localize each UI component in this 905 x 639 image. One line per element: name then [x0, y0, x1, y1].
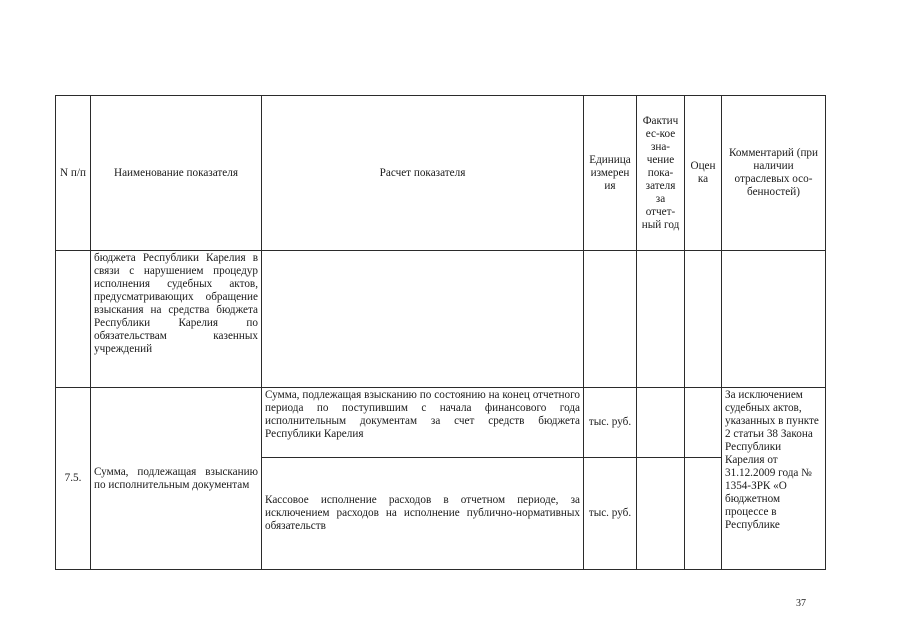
- cell-empty: [637, 251, 685, 388]
- table-row: [56, 251, 826, 388]
- header-num: N п/п: [56, 96, 91, 251]
- cell-empty: [56, 251, 91, 388]
- continued-name-cell: бюджета Республики Карелия в связи с нарушением процедур исполнения судебных актов, предусматривающих обращение взыскания на средства бюджета Республики Карелия по обязательствам казенных учреждений: [91, 251, 262, 388]
- row-75-unit-1: тыс. руб.: [584, 388, 637, 458]
- cell-empty: [685, 388, 722, 458]
- header-name: Наименование показателя: [91, 96, 262, 251]
- row-75-num: 7.5.: [56, 388, 91, 570]
- header-fact: Фактич ес-кое зна- чение пока- зателя за отчет- ный год: [637, 96, 685, 251]
- row-75-calc-2: Кассовое исполнение расходов в отчетном периоде, за исключением расходов на исполнение публично-нормативных обязательств: [262, 458, 584, 570]
- header-unit: Единица измерен ия: [584, 96, 637, 251]
- header-score: Оцен ка: [685, 96, 722, 251]
- row-75-comment: За исключением судебных актов, указанных в пункте 2 статьи 38 Закона Республики Карелия от 31.12.2009 года № 1354-ЗРК «О бюджетном процессе в Республике: [722, 388, 826, 570]
- table-header-row: [56, 96, 826, 251]
- cell-empty: [637, 388, 685, 458]
- cell-empty: [722, 251, 826, 388]
- row-75-calc-1: Сумма, подлежащая взысканию по состоянию на конец отчетного периода по поступившим с начала финансового года исполнительным документам за счет средств бюджета Республики Карелия: [262, 388, 584, 458]
- cell-empty: [262, 251, 584, 388]
- row-75-unit-2: тыс. руб.: [584, 458, 637, 570]
- cell-empty: [584, 251, 637, 388]
- table-row: [56, 388, 826, 458]
- cell-empty: [685, 458, 722, 570]
- header-comment: Комментарий (при наличии отраслевых осо- бенностей): [722, 96, 826, 251]
- indicators-table: [55, 95, 826, 570]
- header-calc: Расчет показателя: [262, 96, 584, 251]
- row-75-name: Сумма, подлежащая взысканию по исполнительным документам: [91, 388, 262, 570]
- page-number: 37: [796, 598, 806, 609]
- cell-empty: [637, 458, 685, 570]
- cell-empty: [685, 251, 722, 388]
